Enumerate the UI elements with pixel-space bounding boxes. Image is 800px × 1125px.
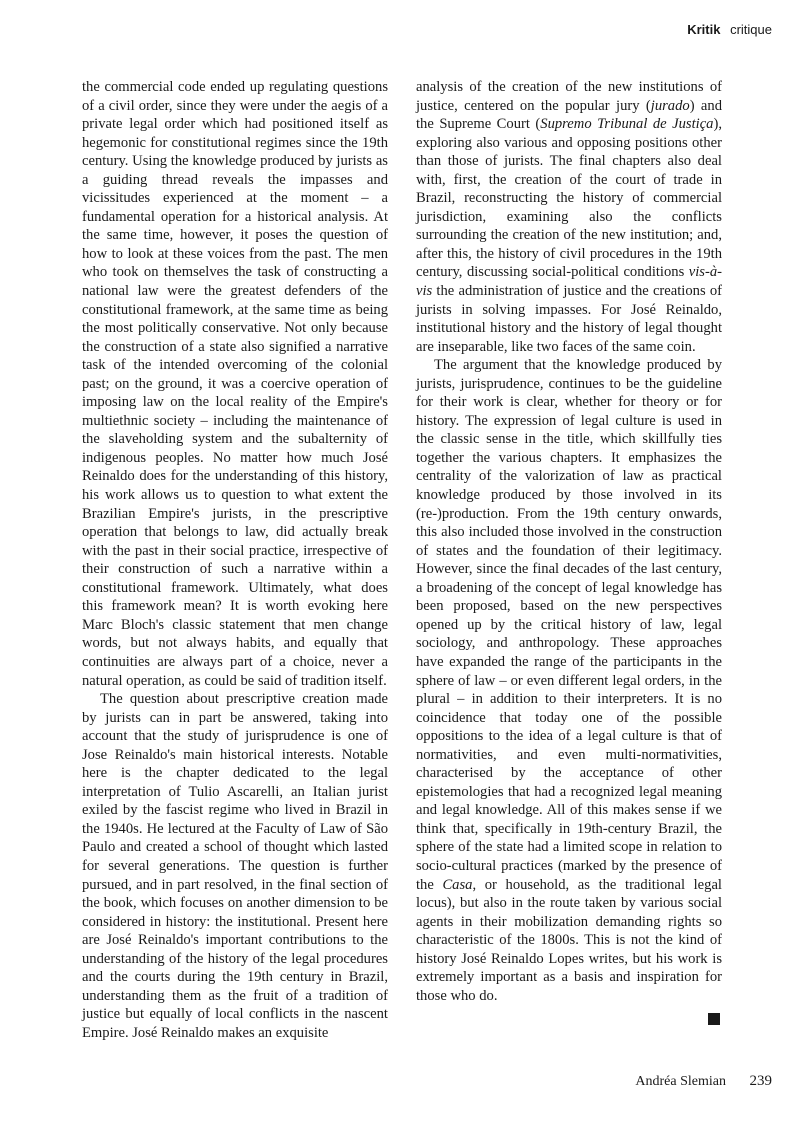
author-name: Andréa Slemian [635, 1074, 726, 1089]
right-column [416, 78, 722, 1005]
paragraph: The argument that the knowledge produced by jurists, jurisprudence, continues to be the guideline for their work is clear, whether for theory or for history. The expression of legal culture is used in the classic sense in the title, which skillfully ties together the various chapters. It emphasizes the centrality of the valorization of law as practical knowledge produced by those involved in its (re-)production. From the 19th century onwards, this also included those involved in the construction of states and the foundation of their legitimacy. However, since the final decades of the last century, a broadening of the concept of legal knowledge has been proposed, based on the new perspectives opened up by the critical history of law, legal sociology, and anthropology. These approaches have expanded the range of the participants in the sphere of law – or even different legal orders, in the plural – in addition to their interpreters. It is no coincidence that today one of the possible oppositions to the idea of a legal culture is that of normativities, and even multi-normativities, characterised by the acceptance of other epistemologies that had a recognized legal meaning and legal knowledge. All of this makes sense if we think that, specifically in 19th-century Brazil, the sphere of the state had a limited scope in relation to socio-cultural practices (marked by the presence of the Casa, or household, as the traditional legal locus), but also in the route taken by various social agents in their mobilization demanding rights so characteristic of the 1800s. This is not the kind of history José Reinaldo Lopes writes, but his work is extremely important as a basis and inspiration for those who do. [416, 357, 722, 1004]
running-header [687, 22, 772, 37]
italic-term: vis-à-vis [416, 264, 722, 300]
page-footer [635, 1073, 772, 1090]
end-of-article-mark [708, 1013, 720, 1025]
section-name: Kritik [687, 22, 721, 37]
italic-term: Casa [442, 876, 473, 893]
section-subtitle: critique [730, 22, 772, 37]
paragraph: the commercial code ended up regulating questions of a civil order, since they were under the aegis of a private legal order which had positioned itself as hegemonic for constitutional regimes since the 19th century. Using the knowledge produced by jurists as a guiding thread reveals the impasses and vicissitudes experienced at the moment – a fundamental operation for a historical analysis. At the same time, however, it poses the question of how to look at these voices from the past. The men who took on themselves the task of constructing a national law were the greatest defenders of the constitutional framework, at the same time as being the most politically conservative. Not only because the construction of a state also signified a narrative task of the intended overcoming of the colonial past; on the ground, it was a coercive operation of imposing law on the local reality of the Empire's multiethnic society – including the maintenance of the slaveholding system and the subalternity of indigenous peoples. No matter how much José Reinaldo does for the understanding of this history, his work allows us to question to what extent the Brazilian Empire's jurists, in the prescriptive operation that belongs to law, did actually break with the past in their social practice, irrespective of their construction of such a narrative within a constitutional framework. Ultimately, what does this framework mean? It is worth evoking here Marc Bloch's classic statement that men change words, but not always habits, and equally that continuities are always part of a choice, never a natural operation, as could be said of tradition itself. [82, 79, 388, 689]
italic-term: jurado [650, 97, 690, 114]
paragraph: analysis of the creation of the new institutions of justice, centered on the popular jury (jurado) and the Supreme Court (Supremo Tribunal de Justiça), exploring also various and opposing positions other than those of jurists. The final chapters also deal with, first, the creation of the court of trade in Brazil, reconstructing the history of commercial jurisdiction, examining also the conflicts surrounding the creation of the new institution; and, after this, the history of civil procedures in the 19th century, discussing social-political conditions vis-à-vis the administration of justice and the creations of jurists in solving impasses. For José Reinaldo, institutional history and the history of legal thought are inseparable, like two faces of the same coin. [416, 79, 722, 355]
paragraph: The question about prescriptive creation made by jurists can in part be answered, taking into account that the study of jurisprudence is one of Jose Reinaldo's main historical interests. Notable here is the chapter dedicated to the legal interpretation of Tulio Ascarelli, an Italian jurist exiled by the fascist regime who lived in Brazil in the 1940s. He lectured at the Faculty of Law of São Paulo and created a school of thought which lasted for several generations. The question is further pursued, and in part resolved, in the final section of the book, which focuses on another dimension to be considered in history: the institutional. Present here are José Reinaldo's important contributions to the understanding of the history of the legal procedures and the courts during the 19th century in Brazil, understanding them as the fruit of a tradition of justice but equally of local conflicts in the nascent Empire. José Reinaldo makes an exquisite [82, 691, 388, 1041]
page-number: 239 [749, 1073, 772, 1089]
left-column [82, 78, 388, 1042]
italic-term: Supremo Tribunal de Justiça [540, 116, 714, 133]
